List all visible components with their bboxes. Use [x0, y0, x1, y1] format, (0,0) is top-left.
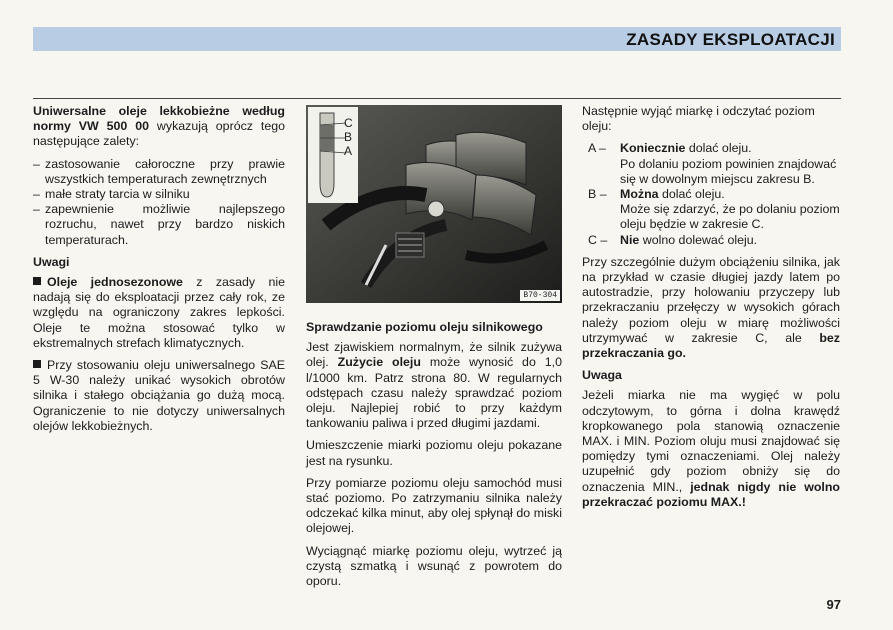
paragraph: Przy pomiarze poziomu oleju samochód musi stać poziomo. Po zatrzymaniu silnika należy odczekać kilka minut, aby olej spłynął do miski olejowej.	[306, 475, 562, 536]
option-text	[620, 141, 840, 187]
intro-bold: Uniwersalne oleje lekkobieżne według normy VW 500 00	[33, 104, 285, 134]
engine-illustration	[306, 105, 562, 303]
option-rest: dolać oleju.	[685, 141, 752, 156]
paragraph-text: Jest zjawiskiem normalnym, że silnik zużywa olej.	[306, 340, 562, 370]
option-letter: B –	[588, 187, 607, 202]
warning-heading: Uwaga	[582, 368, 622, 383]
option-b	[582, 187, 840, 233]
bullet-square-icon	[33, 360, 41, 368]
paragraph-bold: Zużycie oleju	[337, 355, 421, 370]
note-paragraph	[33, 275, 285, 351]
paragraph: Umieszczenie miarki poziomu oleju pokazane jest na rysunku.	[306, 438, 562, 468]
paragraph: Wyciągnąć miarkę poziomu oleju, wytrzeć ją czystą szmatką i wsunąć z powrotem do oporu.	[306, 543, 562, 589]
figure-code: B70-304	[520, 290, 560, 301]
option-bold: Nie	[620, 232, 640, 247]
note-paragraph	[33, 358, 285, 434]
bullet-square-icon	[33, 277, 41, 285]
header-rule	[33, 98, 841, 99]
paragraph-text: Jeżeli miarka nie ma wygięć w polu odczytowym, to górna i dolna krawędź kropkowanego pola stanowią oznaczenie MAX. i MIN. Poziom oluju musi znajdować się pomiędzy tymi oznaczeniami. Olej należy uzupełnić gdy poziom obniży się do oznaczenia MIN.,	[582, 388, 840, 494]
note-bold: Oleje jednosezonowe	[47, 275, 183, 290]
option-extra: Może się zdarzyć, że po dolaniu poziom oleju będzie w zakresie C.	[620, 202, 840, 232]
paragraph-bold: jednak nigdy nie wolno przekraczać poziomu MAX.!	[582, 479, 841, 509]
dipstick-label-c: C	[344, 116, 353, 130]
list-item: – zapewnienie możliwie najlepszego rozruchu, nawet przy bardzo niskich temperaturach.	[33, 202, 285, 248]
paragraph-bold: bez przekraczania go.	[582, 330, 840, 361]
page-number: 97	[826, 597, 841, 612]
oil-check-heading: Sprawdzanie poziomu oleju silnikowego	[306, 320, 543, 334]
advantages-list	[33, 157, 285, 248]
warning-paragraph	[582, 388, 840, 510]
note-rest: z zasady nie nadają się do eksploatacji przez cały rok, ze względu na ograniczony zakres lepkości. Oleje te można stosować tylko w ekstremalnych strefach klimatycznych.	[33, 275, 285, 350]
option-a	[582, 141, 840, 187]
paragraph: Następnie wyjąć miarkę i odczytać poziom oleju:	[582, 104, 815, 134]
option-extra: Po dolaniu poziom powinien znajdować się w dowolnym miejscu zakresu B.	[620, 156, 837, 186]
level-options	[582, 141, 840, 247]
section-title: ZASADY EKSPLOATACJI	[626, 30, 835, 49]
column-right	[582, 104, 840, 517]
note-text: Przy stosowaniu oleju uniwersalnego SAE 5 W-30 należy unikać wysokich obrotów silnika i stałego obciążania go dużą mocą. Ograniczenie to nie dotyczy uniwersalnych olejów lekkobieżnych.	[33, 358, 285, 433]
intro-paragraph	[33, 104, 285, 150]
option-bold: Koniecznie	[620, 141, 686, 156]
dipstick-label-b: B	[344, 130, 353, 144]
column-left	[33, 104, 285, 441]
option-text	[620, 187, 840, 233]
list-item: – małe straty tarcia w silniku	[33, 187, 285, 202]
option-rest: dolać oleju.	[658, 187, 725, 202]
option-rest: wolno dolewać oleju.	[639, 232, 758, 247]
intro-rest: wykazują oprócz tego następujące zalety:	[33, 119, 285, 149]
option-text	[620, 233, 840, 248]
option-letter: C –	[588, 232, 608, 247]
dipstick-label-a: A	[344, 144, 353, 158]
notes-heading: Uwagi	[33, 254, 70, 269]
option-c	[582, 233, 840, 248]
paragraph-text: może wynosić do 1,0 l/1000 km. Patrz strona 80. W regularnych odstępach czasu należy sprawdzać poziom oleju. Najlepiej robić to przy każdym tankowaniu paliwa i przed długimi jazdami.	[306, 355, 562, 431]
engine-photo	[306, 105, 562, 303]
option-bold: Można	[620, 187, 659, 202]
paragraph	[306, 340, 562, 431]
paragraph	[582, 255, 840, 361]
column-middle	[306, 318, 562, 596]
list-item: – zastosowanie całoroczne przy prawie wszystkich temperaturach zewnętrznych	[33, 157, 285, 187]
option-letter: A –	[588, 141, 606, 156]
paragraph-text: Przy szczególnie dużym obciążeniu silnika, jak na przykład w czasie długiej jazdy latem po autostradzie, przy holowaniu przyczepy lub przekraczaniu przełęczy w wysokich górach należy poziom oleju w miarę możliwości utrzymywać w zakresie C, ale	[582, 254, 840, 345]
